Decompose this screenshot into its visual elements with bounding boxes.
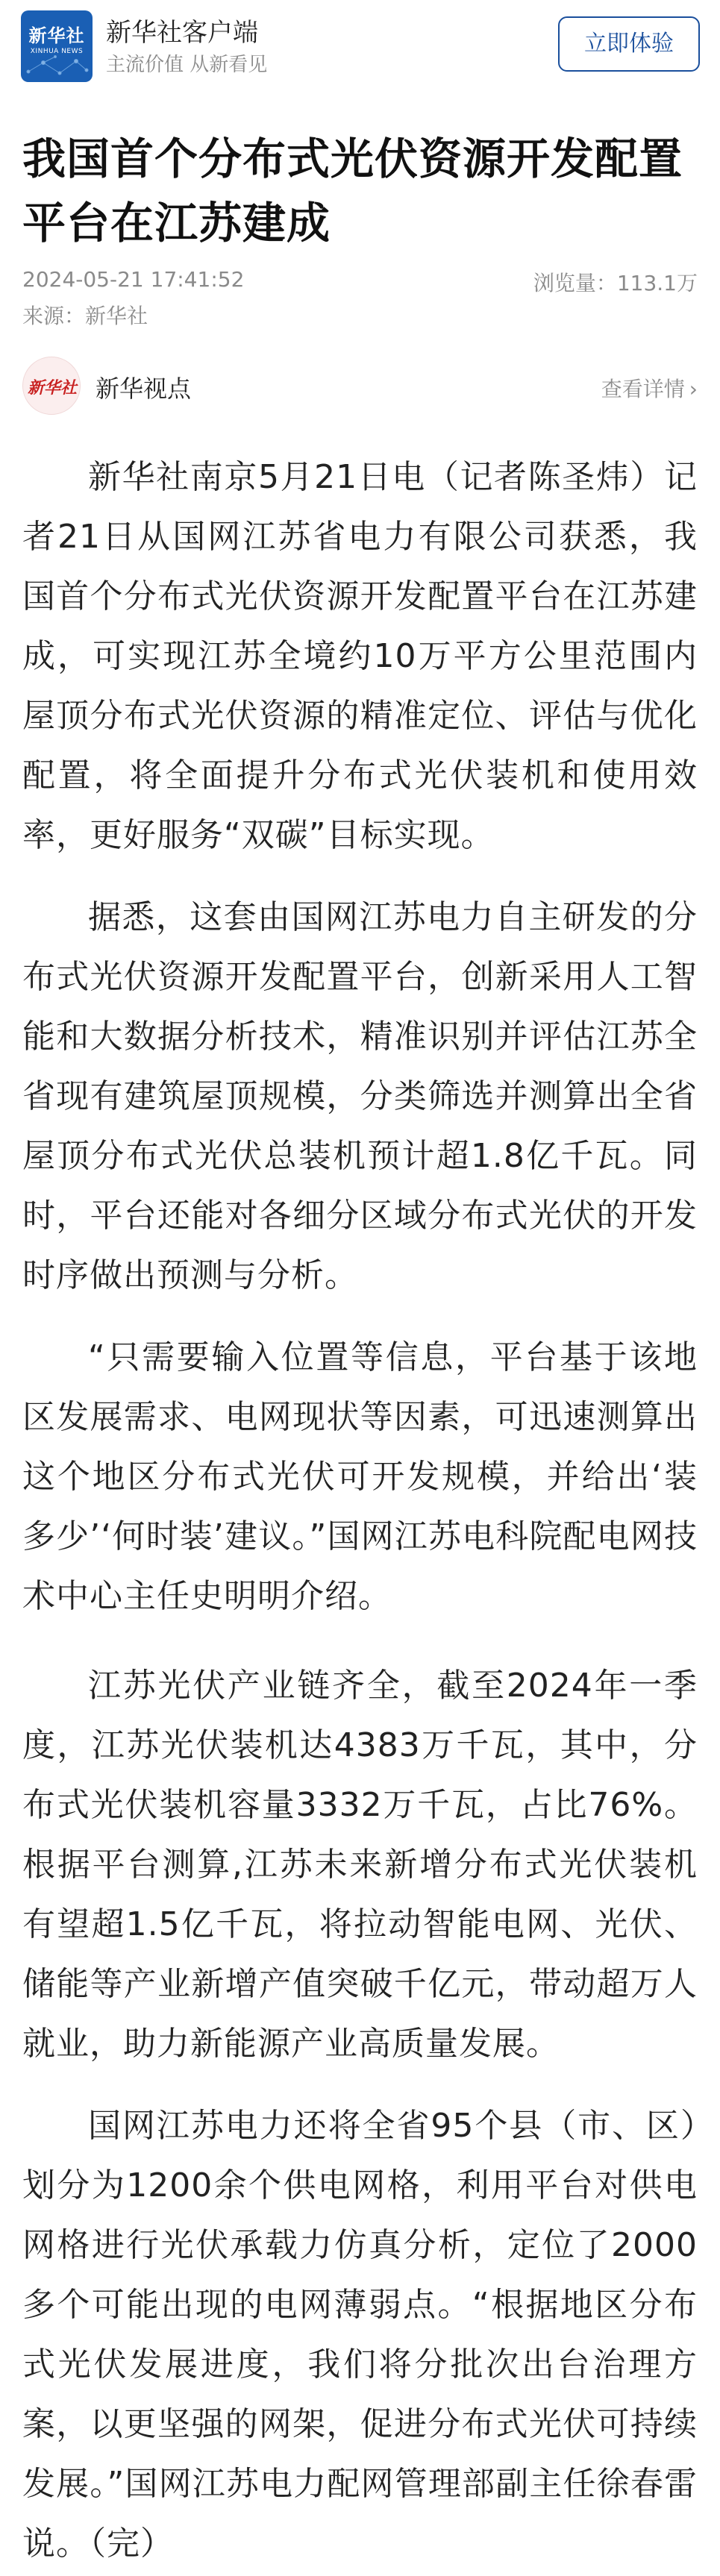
publish-date: 2024-05-21 17:41:52 <box>22 267 245 292</box>
channel-avatar-text: 新华社 <box>27 378 77 398</box>
logo-subtext: XINHUA NEWS <box>30 48 84 55</box>
article-paragraph: 江苏光伏产业链齐全，截至2024年一季度，江苏光伏装机达4383万千瓦，其中，分布式光伏装机容量3332万千瓦，占比76%。根据平台测算,江苏未来新增分布式光伏装机有望超1.5亿千瓦，将拉动智能电网、光伏、储能等产业新增产值突破千亿元，带动超万人就业，助力新能源产业高质量发展。 <box>22 1667 698 2063</box>
article-title: 我国首个分布式光伏资源开发配置平台在江苏建成 <box>22 134 683 248</box>
view-details-link[interactable] <box>601 373 698 403</box>
article-paragraph: 据悉，这套由国网江苏电力自主研发的分布式光伏资源开发配置平台，创新采用人工智能和大数据分析技术，精准识别并评估江苏全省现有建筑屋顶规模，分类筛选并测算出全省屋顶分布式光伏总装机预计超1.8亿千瓦。同时，平台还能对各细分区域分布式光伏的开发时序做出预测与分析。 <box>22 898 698 1294</box>
article-paragraph: 新华社南京5月21日电（记者陈圣炜）记者21日从国网江苏省电力有限公司获悉，我国首个分布式光伏资源开发配置平台在江苏建成，可实现江苏全境约10万平方公里范围内屋顶分布式光伏资源的精准定位、评估与优化配置，将全面提升分布式光伏装机和使用效率，更好服务“双碳”目标实现。 <box>22 458 698 854</box>
channel-name: 新华视点 <box>96 375 192 403</box>
app-header <box>0 0 720 104</box>
app-slogan: 主流价值 从新看见 <box>106 54 268 76</box>
view-count: 浏览量：113.1万 <box>533 271 698 295</box>
channel-avatar <box>22 357 81 415</box>
logo-text: 新华社 <box>28 25 85 46</box>
article-source: 来源：新华社 <box>22 304 148 328</box>
chevron-right-icon: › <box>689 377 698 401</box>
article-paragraph: 国网江苏电力还将全省95个县（市、区）划分为1200余个供电网格，利用平台对供电网格进行光伏承载力仿真分析，定位了2000多个可能出现的电网薄弱点。“根据地区分布式光伏发展进度，我们将分批次出台治理方案，以更坚强的网架，促进分布式光伏可持续发展。”国网江苏电力配网管理部副主任徐春雷说。（完） <box>22 2107 698 2563</box>
article-paragraph: “只需要输入位置等信息，平台基于该地区发展需求、电网现状等因素，可迅速测算出这个地区分布式光伏可开发规模，并给出‘装多少’‘何时装’建议。”国网江苏电科院配电网技术中心主任史明明介绍。 <box>22 1338 698 1615</box>
channel-row[interactable] <box>0 343 720 433</box>
open-app-button[interactable]: 立即体验 <box>558 16 700 72</box>
view-details-label: 查看详情 <box>601 377 685 401</box>
app-name: 新华社客户端 <box>106 18 258 48</box>
xinhua-logo <box>21 10 93 82</box>
